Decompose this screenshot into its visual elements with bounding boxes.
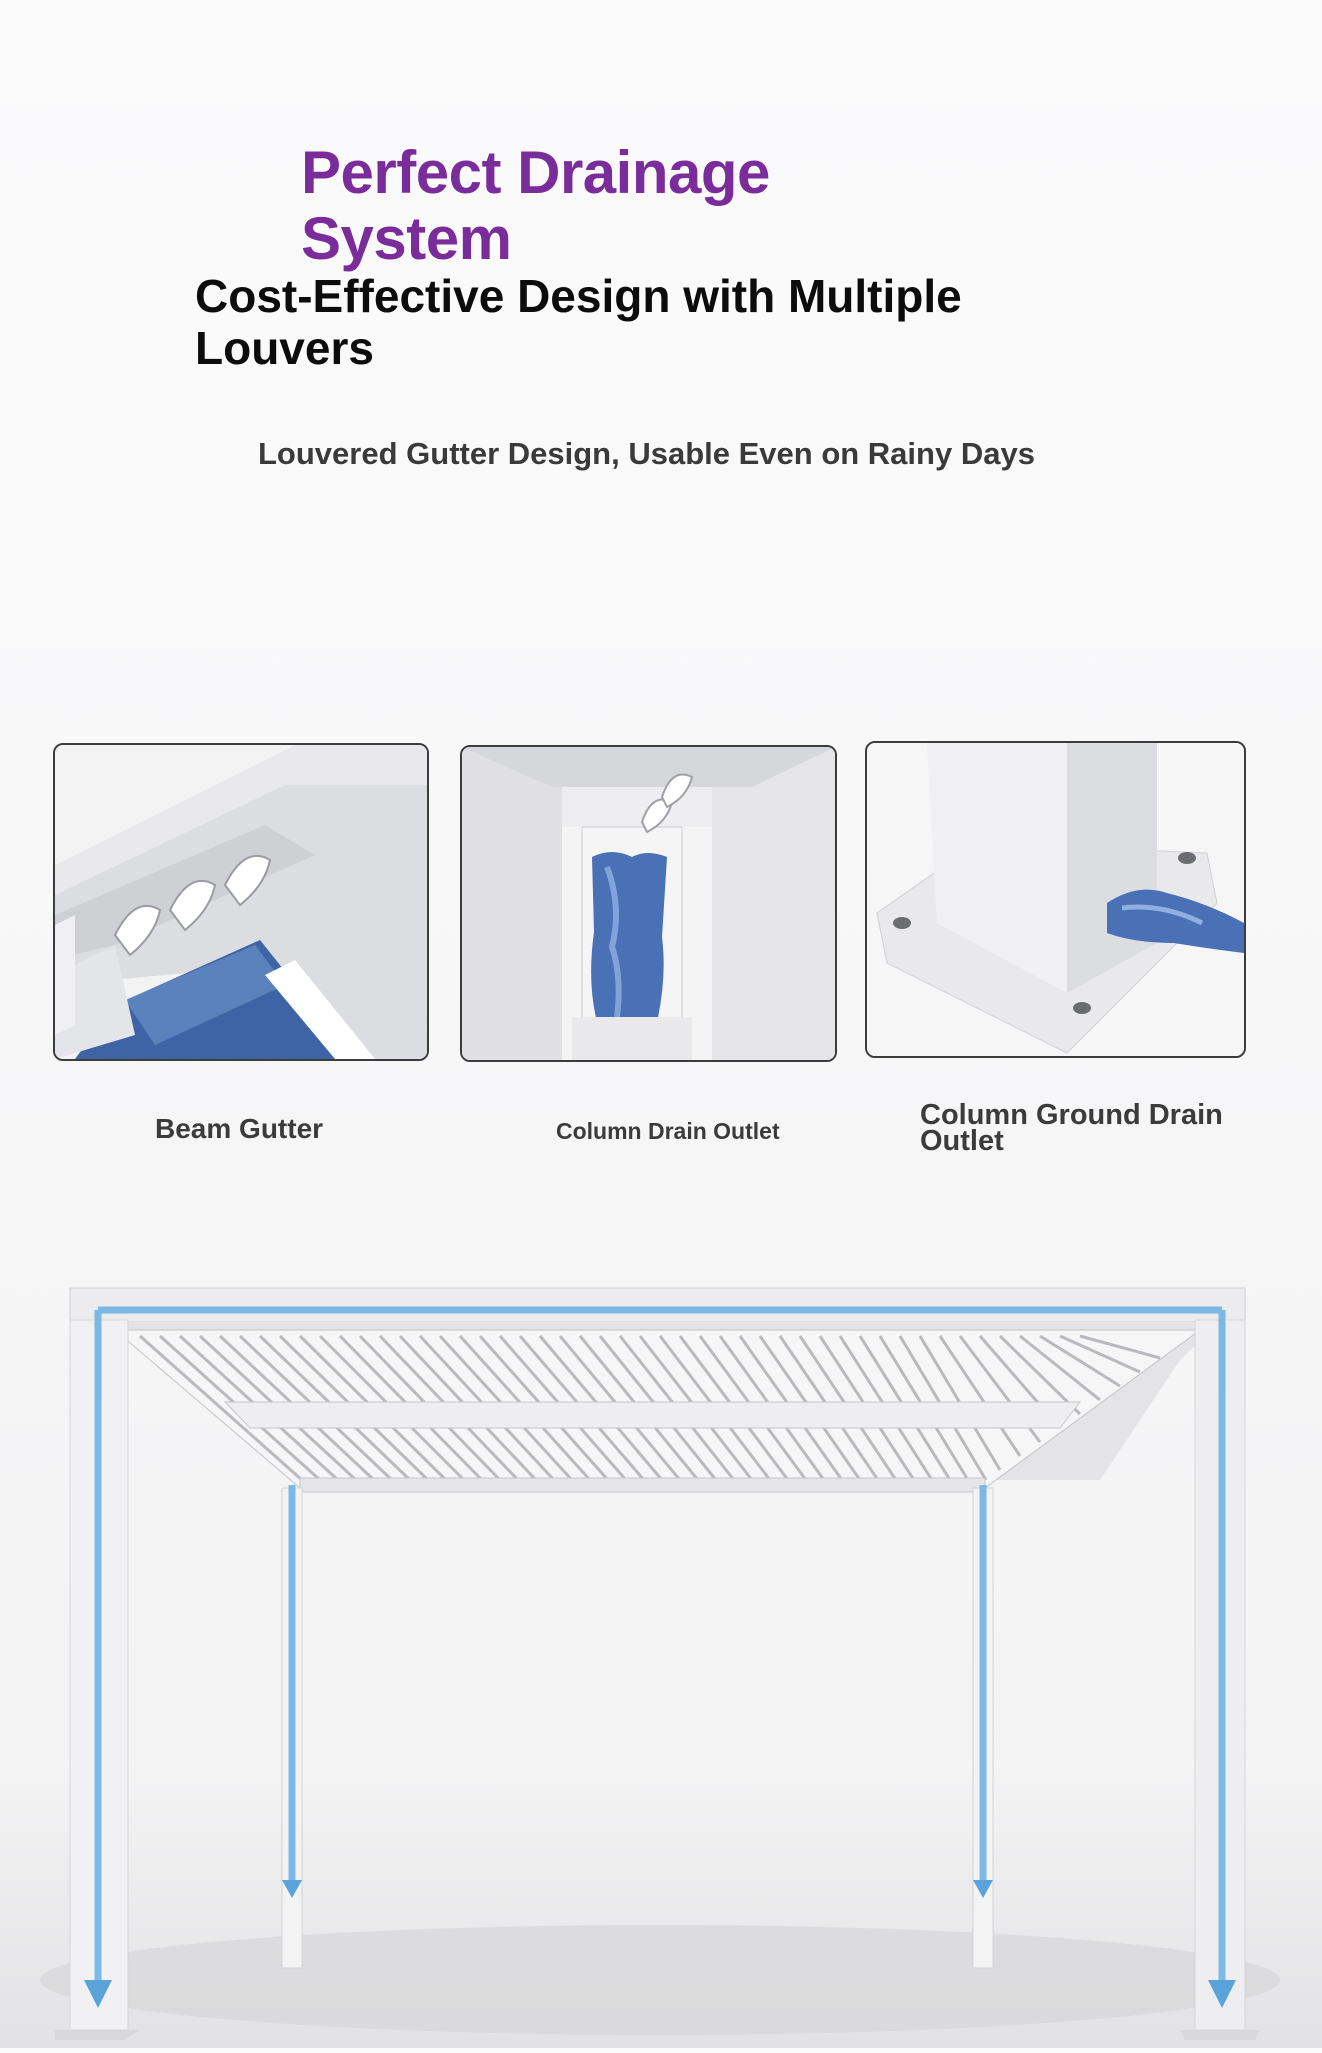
column-ground-drain-outlet-caption: Column Ground Drain Outlet: [920, 1099, 1223, 1157]
column-ground-drain-outlet-image: [865, 741, 1246, 1058]
pergola-drainage-illustration: [0, 1280, 1322, 2048]
column-drain-outlet-caption: Column Drain Outlet: [556, 1118, 780, 1144]
beam-gutter-image: [53, 743, 429, 1061]
page-subtitle: Cost-Effective Design with Multiple Louvers: [195, 270, 962, 374]
beam-gutter-caption: Beam Gutter: [155, 1113, 324, 1144]
column-drain-outlet-image: [460, 745, 837, 1062]
tagline: Louvered Gutter Design, Usable Even on Rainy Days: [258, 436, 1035, 471]
page-title: Perfect Drainage System: [301, 139, 770, 272]
